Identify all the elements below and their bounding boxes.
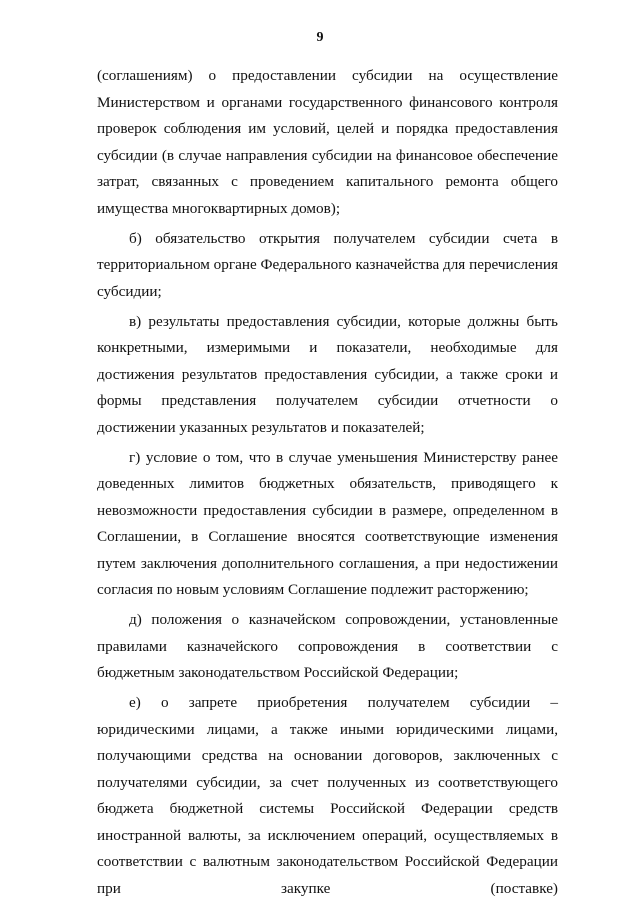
paragraph-item-d: д) положения о казначейском сопровождении, установленные правилами казначейского сопровождения в соответствии с бюджетным законодательством Российской Федерации; — [97, 611, 558, 681]
paragraph-continuation: (соглашениям) о предоставлении субсидии на осуществление Министерством и органами государственного финансового контроля проверок соблюдения им условий, целей и порядка предоставления субсидии (в случае направления субсидии на финансовое обеспечение затрат, связанных с проведением капитального ремонта общего имущества многоквартирных домов); — [97, 67, 558, 217]
paragraph-item-e: е) о запрете приобретения получателем субсидии – юридическими лицами, а также иными юридическими лицами, получающими средства на основании договоров, заключенных с получателями субсидии, за счет полученных из соответствующего бюджета бюджетной системы Российской Федерации средств иностранной валюты, за исключением операций, осуществляемых в соответствии с валютным законодательством Российской Федерации при закупке (поставке) — [97, 694, 558, 897]
paragraph-item-v: в) результаты предоставления субсидии, которые должны быть конкретными, измеримыми и показатели, необходимые для достижения результатов предоставления субсидии, а также сроки и формы представления получателем субсидии отчетности о достижении указанных результатов и показателей; — [97, 312, 558, 436]
paragraph-item-g: г) условие о том, что в случае уменьшения Министерству ранее доведенных лимитов бюджетных обязательств, приводящего к невозможности предоставления субсидии в размере, определенном в Соглашении, в Соглашение вносятся соответствующие изменения путем заключения дополнительного соглашения, а при недостижении согласия по новым условиям Соглашение подлежит расторжению; — [97, 448, 558, 598]
document-body — [97, 63, 558, 906]
page-number: 9 — [316, 30, 324, 45]
paragraph-item-b: б) обязательство открытия получателем субсидии счета в территориальном органе Федерального казначейства для перечисления субсидии; — [97, 229, 558, 300]
